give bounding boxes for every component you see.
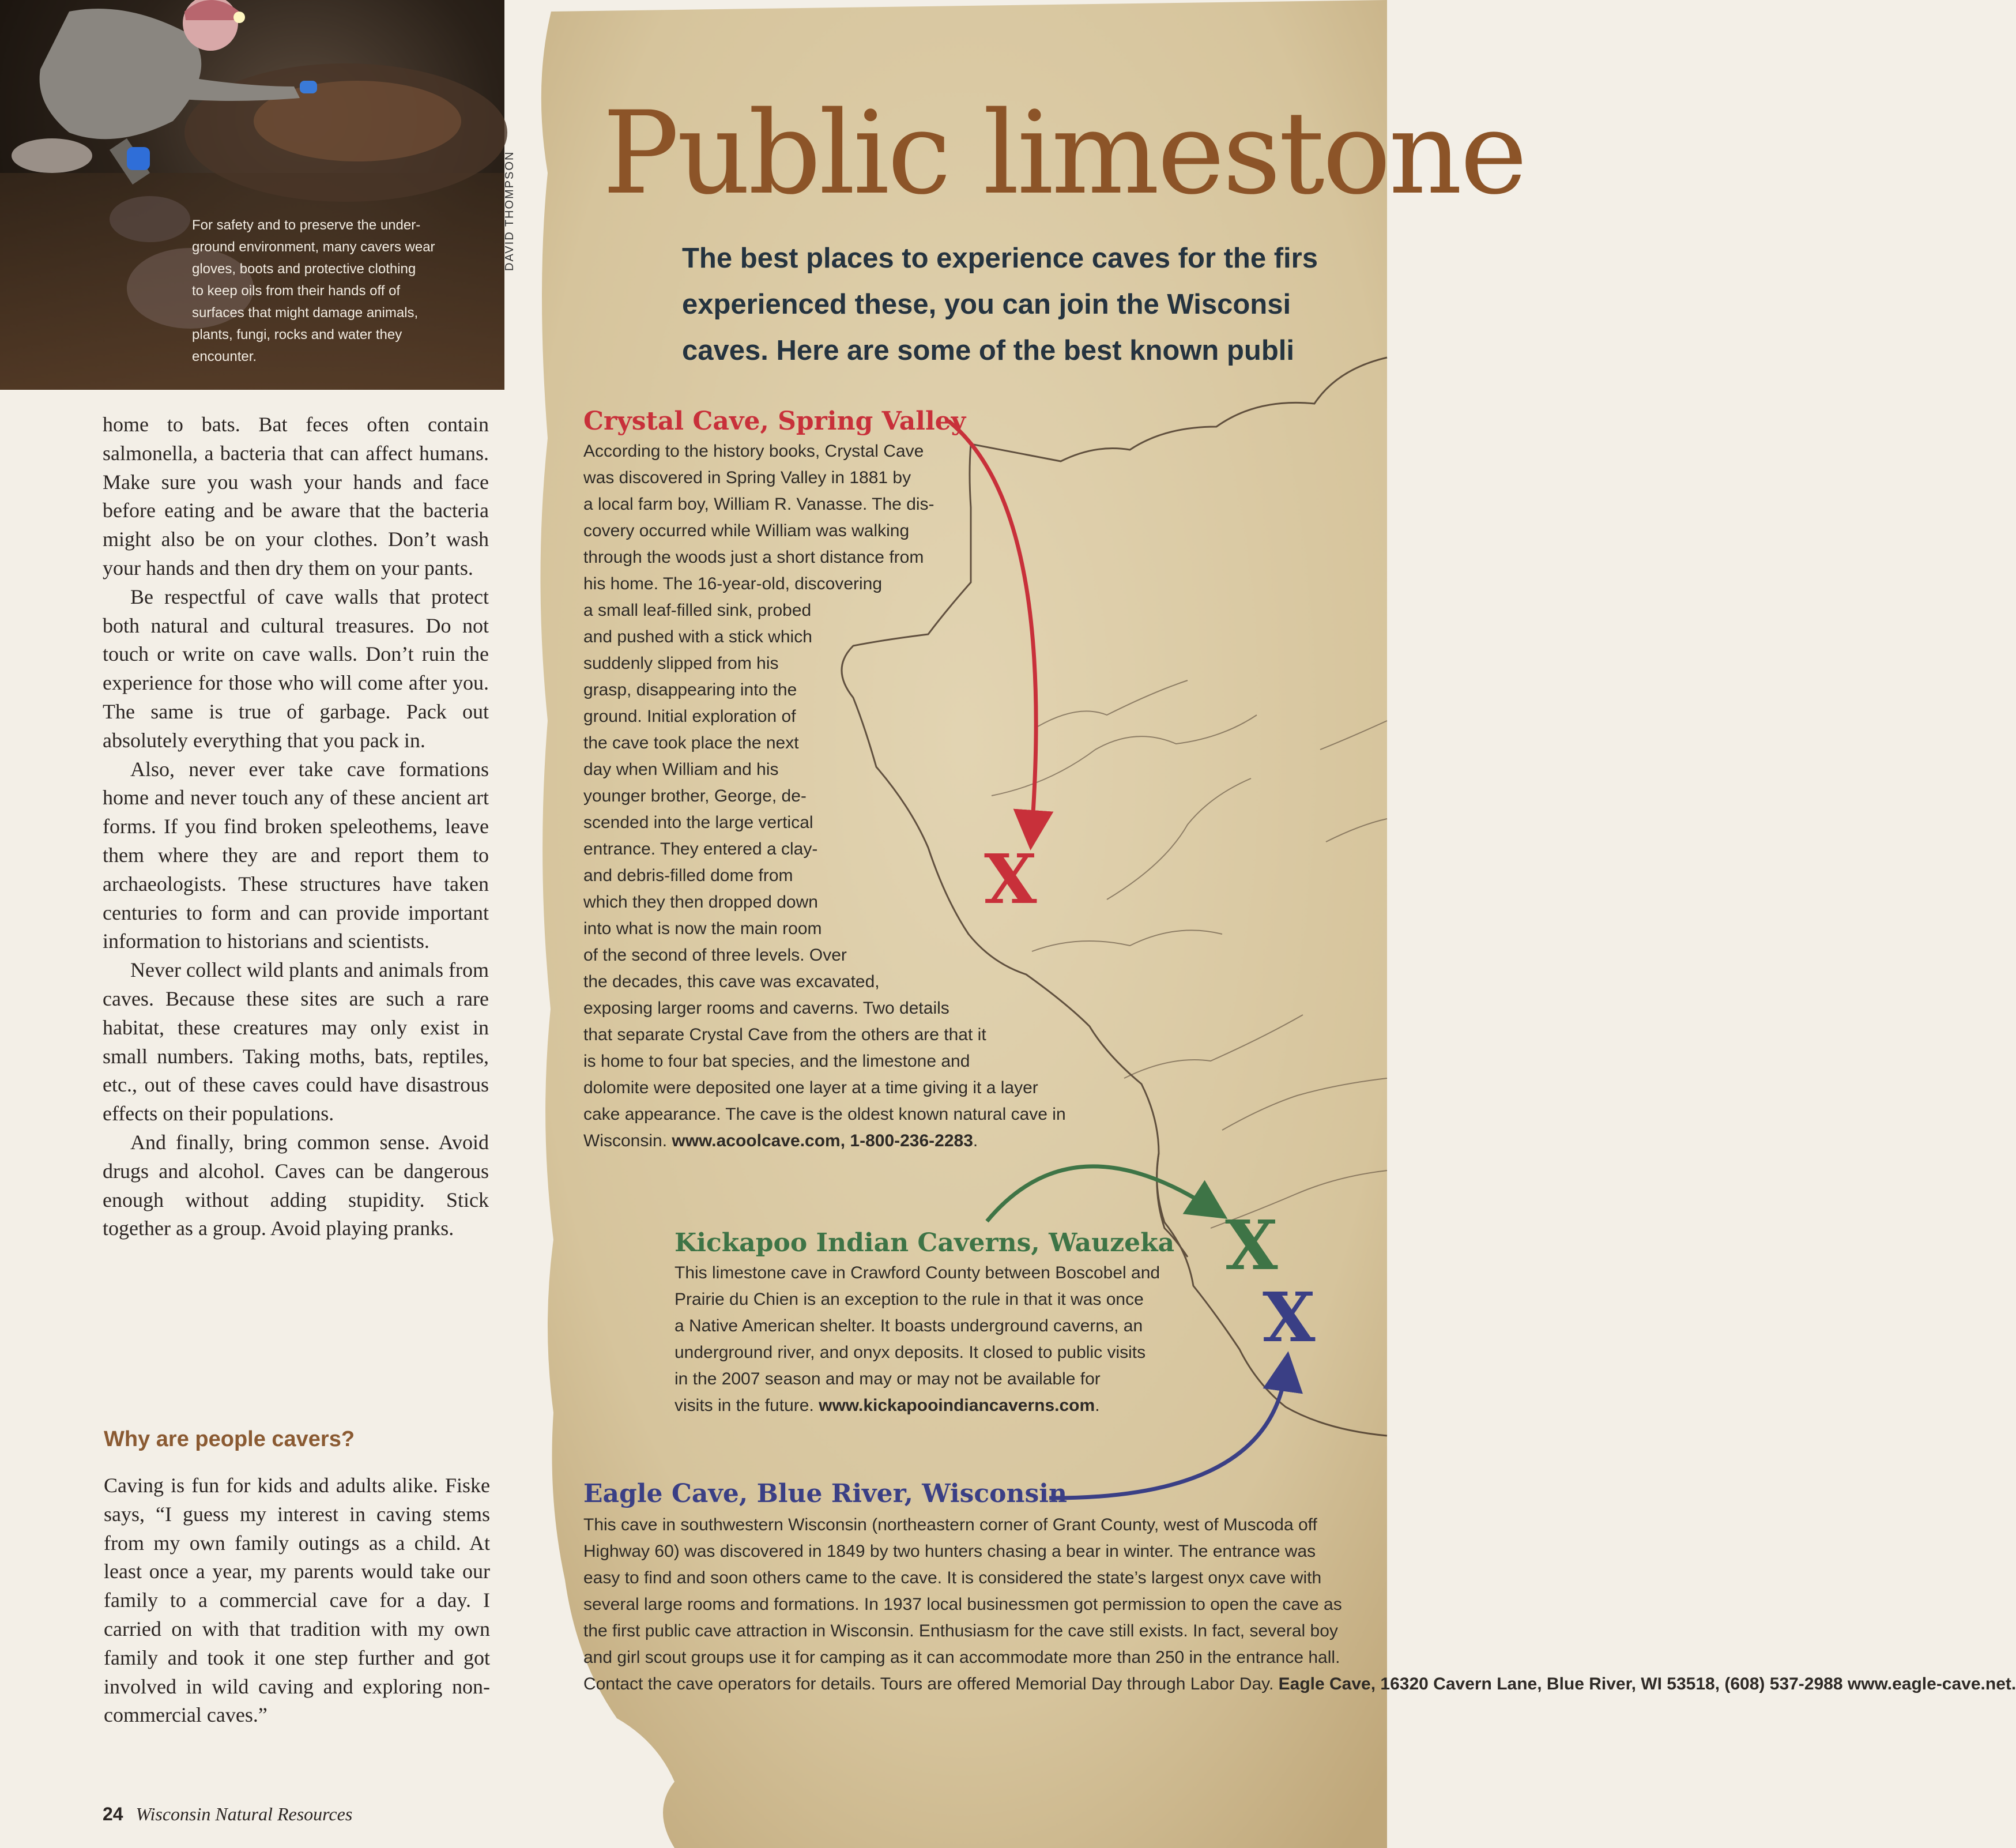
article-paragraph: Caving is fun for kids and adults alike. Fiske says, “I guess my interest in caving stems from my own family outings as a child. At least once a year, my parents would take our family to a commercial cave for a day. I carried on with that tradition with my own family and took it one step further and got involved in wild caving and exploring non-commercial caves.” [104, 1474, 490, 1727]
caption-line: ground environment, many cavers wear [192, 239, 435, 255]
cave-text-line: several large rooms and formations. In 1937 local businessmen got permission to open the cave as [583, 1595, 1342, 1614]
kickapoo-text: This limestone cave in Crawford County between Boscobel and Prairie du Chien is an exception to the rule in that it was once a Native American shelter. It boasts underground caverns, an underground river, and onyx deposits. It closed to public visits in the 2007 season and may or may not be available for visits in the future. www.kickapooindiancaverns.com. [674, 1260, 1160, 1419]
cave-text-line: exposing larger rooms and caverns. Two details [583, 999, 949, 1018]
cave-text-line: day when William and his [583, 760, 779, 779]
cave-text-line: in the 2007 season and may or may not be available for [674, 1369, 1101, 1388]
caption-line: to keep oils from their hands off of [192, 283, 401, 299]
kickapoo-heading: Kickapoo Indian Caverns, Wauzeka [674, 1228, 1175, 1258]
cave-text-line: into what is now the main room [583, 919, 822, 938]
eagle-cave-text [583, 1512, 2016, 1698]
cave-text-line: of the second of three levels. Over [583, 946, 847, 965]
cave-text-line: Contact the cave operators for details. Tours are offered Memorial Day through Labor Day. [583, 1674, 1274, 1693]
intro-line: The best places to experience caves for the firs [682, 243, 1318, 274]
cave-text-line: According to the history books, Crystal Cave [583, 442, 924, 461]
intro-line: caves. Here are some of the best known publi [682, 335, 1294, 366]
caption-line: surfaces that might damage animals, [192, 305, 419, 321]
cave-text-line: the cave took place the next [583, 733, 799, 752]
section-subhead: Why are people cavers? [104, 1427, 355, 1451]
cave-text-line: dolomite were deposited one layer at a time giving it a layer [583, 1078, 1038, 1097]
cave-text-line: a local farm boy, William R. Vanasse. The dis- [583, 495, 934, 514]
cave-text-line: a small leaf-filled sink, probed [583, 601, 812, 620]
eagle-cave-heading: Eagle Cave, Blue River, Wisconsin [583, 1479, 1067, 1508]
crystal-cave-contact: www.acoolcave.com, 1-800-236-2283 [672, 1131, 973, 1150]
feature-title: Public limestone [602, 86, 1525, 220]
cave-text-line: This limestone cave in Crawford County between Boscobel and [674, 1263, 1160, 1282]
article-paragraph: And finally, bring common sense. Avoid drugs and alcohol. Caves can be dangerous enough without adding stupidity. Stick together as a group. Avoid playing pranks. [103, 1130, 489, 1240]
crystal-cave-heading: Crystal Cave, Spring Valley [583, 407, 966, 436]
crystal-cave-marker: X [984, 839, 1037, 919]
cave-text-line: the first public cave attraction in Wisconsin. Enthusiasm for the cave still exists. In fact, several boy [583, 1621, 1338, 1640]
cave-text-line: ground. Initial exploration of [583, 707, 796, 726]
article-paragraph: home to bats. Bat feces often contain salmonella, a bacteria that can affect humans. Make sure you wash your hands and face before eating and be aware that the bacteria might also be on your clothes. Don’t wash your hands and then dry them on your pants. [103, 413, 489, 579]
photo-credit: DAVID THOMPSON [503, 150, 516, 271]
cave-text-line: through the woods just a short distance from [583, 548, 924, 567]
article-paragraph: Be respectful of cave walls that protect both natural and cultural treasures. Do not touch or write on cave walls. Don’t ruin the experience for those who will come after you. The same is true of garbage. Pack out absolutely everything that you pack in. [103, 585, 489, 752]
cave-text-line: cake appearance. The cave is the oldest known natural cave in [583, 1105, 1066, 1124]
cave-text-line: and debris-filled dome from [583, 866, 793, 885]
cave-text-line: grasp, disappearing into the [583, 680, 797, 699]
cave-text-line: the decades, this cave was excavated, [583, 972, 880, 991]
cave-text-line: scended into the large vertical [583, 813, 813, 832]
cave-text-line: which they then dropped down [583, 893, 818, 912]
cave-text-line: younger brother, George, de- [583, 786, 807, 806]
eagle-cave-contact: Eagle Cave, 16320 Cavern Lane, Blue River, WI 53518, (608) 537-2988 www.eagle-cave.net. [1278, 1674, 2016, 1693]
cave-text-line: and girl scout groups use it for camping as it can accommodate more than 250 in the entrance hall. [583, 1648, 1340, 1667]
cave-text-line: underground river, and onyx deposits. It closed to public visits [674, 1343, 1146, 1362]
cave-text-line: a Native American shelter. It boasts underground caverns, an [674, 1316, 1143, 1335]
cave-text-line: visits in the future. [674, 1396, 814, 1415]
caption-line: encounter. [192, 349, 257, 364]
cave-text-line: This cave in southwestern Wisconsin (northeastern corner of Grant County, west of Muscoda off [583, 1515, 1317, 1534]
kickapoo-arrow [987, 1166, 1211, 1221]
caption-line: gloves, boots and protective clothing [192, 261, 416, 277]
publication-name: Wisconsin Natural Resources [135, 1804, 353, 1824]
cave-text-line: and pushed with a stick which [583, 627, 812, 646]
kickapoo-contact: www.kickapooindiancaverns.com [819, 1396, 1095, 1415]
caption-line: For safety and to preserve the under- [192, 217, 421, 233]
article-paragraph: Never collect wild plants and animals from caves. Because these sites are such a rare habitat, these creatures may only exist in small numbers. Taking moths, bats, reptiles, etc., out of these caves could have disastrous effects on their populations. [103, 958, 489, 1126]
cave-text-line: Highway 60) was discovered in 1849 by two hunters chasing a bear in winter. The entrance was [583, 1542, 1316, 1561]
cave-text-line: entrance. They entered a clay- [583, 840, 818, 859]
page-number: 24 [103, 1804, 123, 1824]
cave-text-line: suddenly slipped from his [583, 654, 779, 673]
cave-text-line: easy to find and soon others came to the cave. It is considered the state’s largest onyx cave with [583, 1568, 1322, 1587]
eagle-cave-marker: X [1263, 1277, 1316, 1357]
cave-text-line: is home to four bat species, and the limestone and [583, 1052, 970, 1071]
caption-line: plants, fungi, rocks and water they [192, 327, 402, 342]
cave-text-line: was discovered in Spring Valley in 1881 by [583, 468, 911, 487]
cave-text-line: covery occurred while William was walking [583, 521, 910, 540]
cave-text-line: Wisconsin. [583, 1131, 668, 1150]
cave-text-line: his home. The 16-year-old, discovering [583, 574, 883, 593]
crystal-cave-text: According to the history books, Crystal Cave was discovered in Spring Valley in 1881 by a local farm boy, William R. Vanasse. The dis- covery occurred while William was walking through the woods just a short distance from his home. The 16-year-old, discovering a small leaf-filled sink, probed and pushed with a stick which suddenly slipped from his grasp, disappearing into the ground. Initial exploration of the cave took place the next day when William and his younger brother, George, de- scended into the large vertical entrance. They entered a clay- and debris-filled dome from which they then dropped down into what is now the main room of the second of three levels. Over the decades, this cave was excavated, exposing larger rooms and caverns. Two details that separate Crystal Cave from the others are that it is home to four bat species, and the limestone and dolomite were deposited one layer at a time giving it a layer cake appearance. The cave is the oldest known natural cave in Wisconsin. www.acoolcave.com, 1-800-236-2283. [583, 438, 1066, 1154]
kickapoo-marker: X [1225, 1205, 1278, 1285]
cave-text-line: that separate Crystal Cave from the others are that it [583, 1025, 986, 1044]
cave-text-line: Prairie du Chien is an exception to the rule in that it was once [674, 1290, 1144, 1309]
intro-line: experienced these, you can join the Wisconsi [682, 289, 1291, 320]
article-paragraph: Also, never ever take cave formations home and never touch any of these ancient art forms. If you find broken speleothems, leave them where they are and report them to archaeologists. These structures have taken centuries to form and can provide important information to historians and scientists. [103, 757, 489, 953]
